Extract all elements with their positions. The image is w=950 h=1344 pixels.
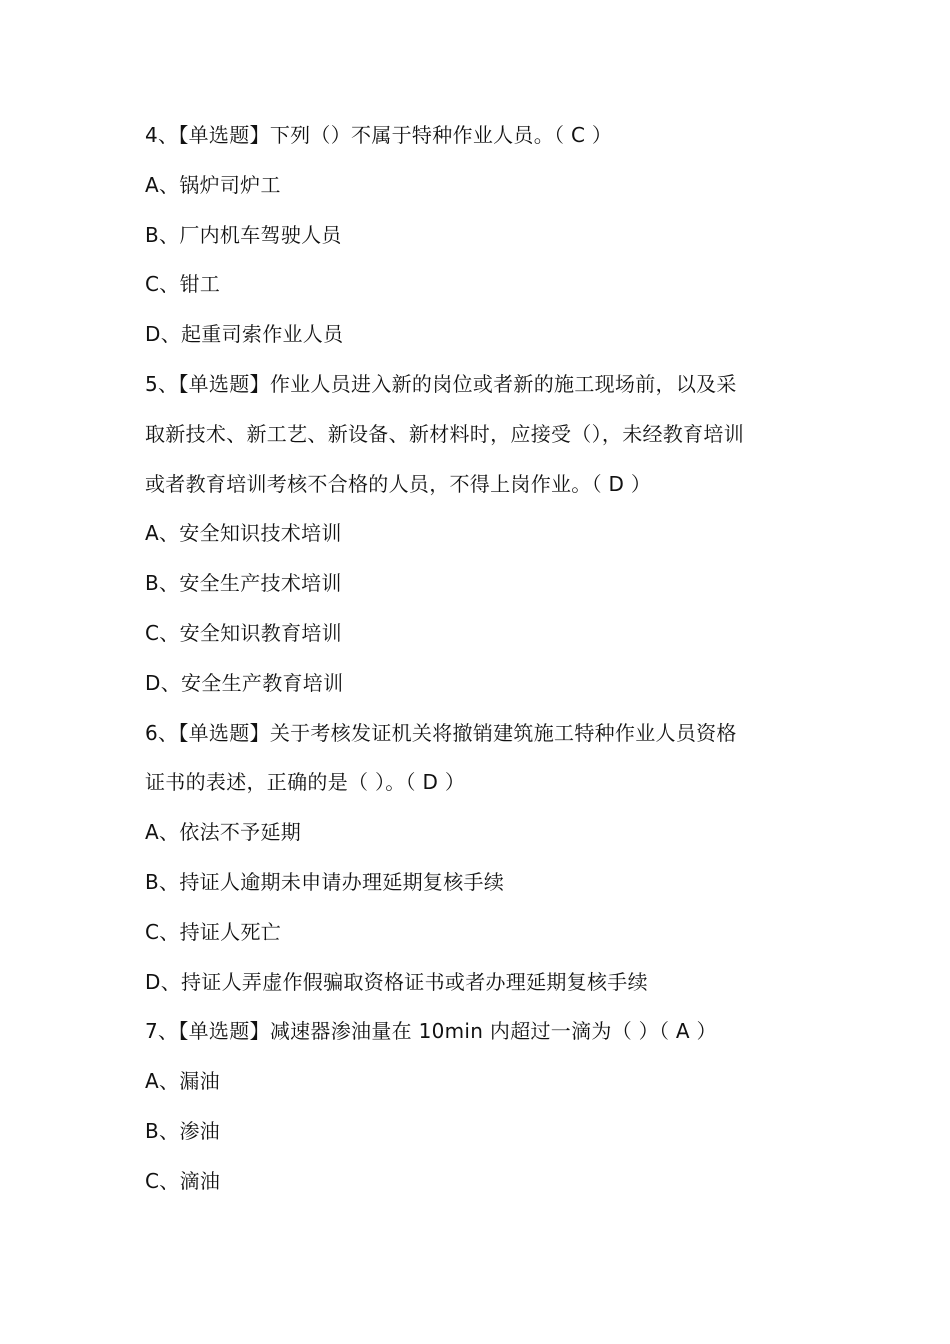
- question-7-stem: 7、【单选题】减速器渗油量在 10min 内超过一滴为（ ）（ A ）: [145, 1019, 717, 1044]
- question-4-option-b: B、厂内机车驾驶人员: [145, 222, 342, 247]
- question-5-option-a: A、安全知识技术培训: [145, 521, 342, 546]
- question-6-stem-line-1: 6、【单选题】关于考核发证机关将撤销建筑施工特种作业人员资格: [145, 720, 737, 745]
- question-content: [145, 111, 815, 1207]
- question-6-option-d: D、持证人弄虚作假骗取资格证书或者办理延期复核手续: [145, 969, 648, 994]
- question-4-option-d: D、起重司索作业人员: [145, 322, 344, 347]
- question-5-stem-line-3: 或者教育培训考核不合格的人员，不得上岗作业。（ D ）: [145, 471, 652, 496]
- question-4-option-a: A、锅炉司炉工: [145, 172, 281, 197]
- question-7-option-a: A、漏油: [145, 1069, 220, 1094]
- question-6-option-b: B、持证人逾期未申请办理延期复核手续: [145, 869, 505, 894]
- question-5-option-c: C、安全知识教育培训: [145, 620, 342, 645]
- question-6-stem-line-2: 证书的表述，正确的是（ ）。（ D ）: [145, 770, 466, 795]
- question-5-option-d: D、安全生产教育培训: [145, 670, 344, 695]
- question-6-option-c: C、持证人死亡: [145, 919, 282, 944]
- question-5-stem-line-2: 取新技术、新工艺、新设备、新材料时，应接受（），未经教育培训: [145, 421, 744, 446]
- question-7-option-c: C、滴油: [145, 1168, 221, 1193]
- question-6-option-a: A、依法不予延期: [145, 820, 302, 845]
- question-4-option-c: C、钳工: [145, 272, 221, 297]
- question-4-stem: 4、【单选题】下列（）不属于特种作业人员。（ C ）: [145, 123, 613, 147]
- question-5-option-b: B、安全生产技术培训: [145, 571, 342, 596]
- question-7-option-b: B、渗油: [145, 1118, 220, 1143]
- question-5-stem-line-1: 5、【单选题】作业人员进入新的岗位或者新的施工现场前，以及采: [145, 371, 737, 396]
